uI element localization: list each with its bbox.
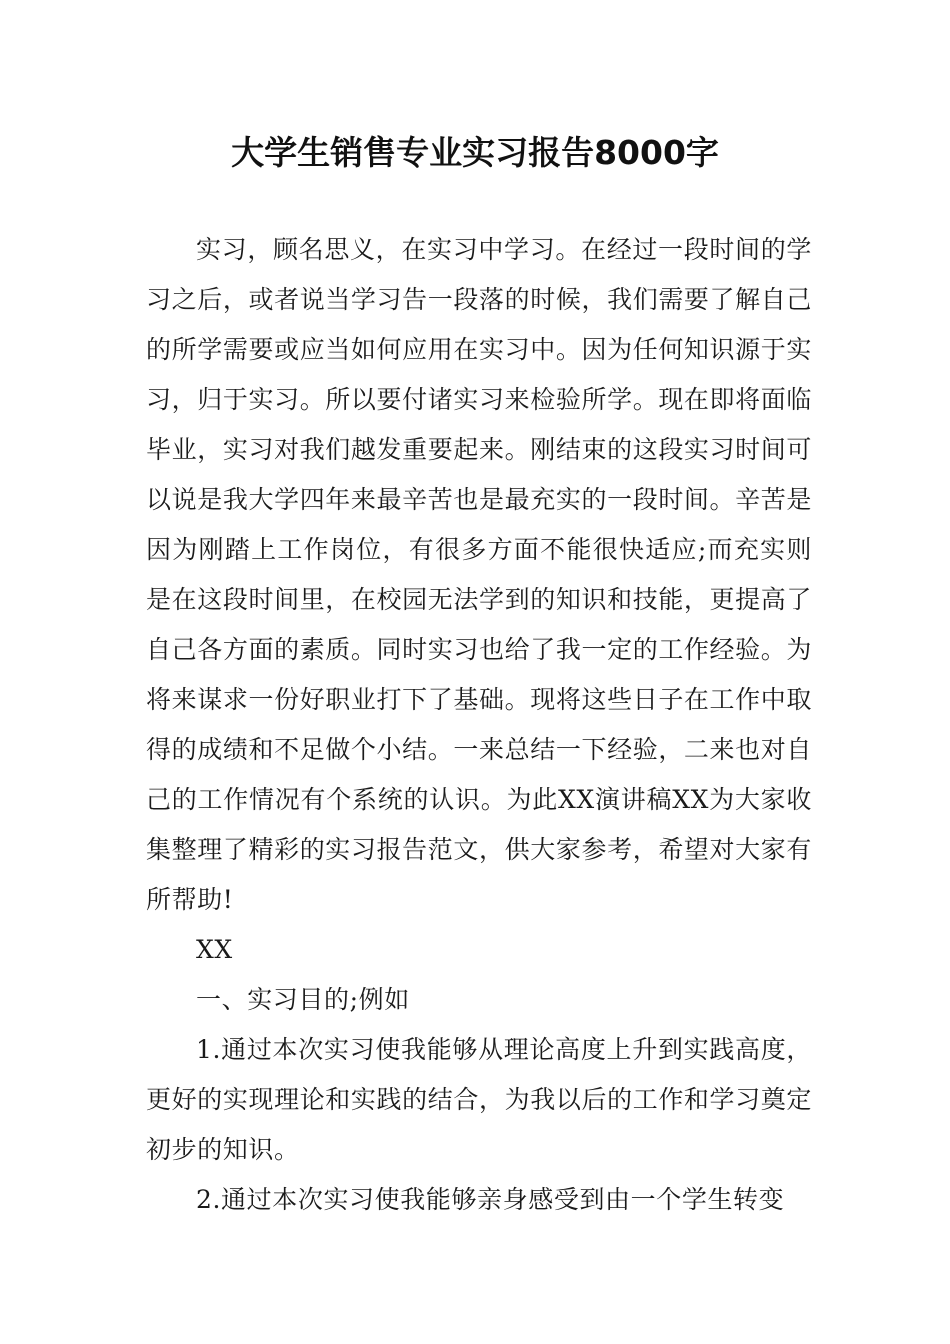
- document-body: [146, 225, 812, 1225]
- list-item-2: 2.通过本次实习使我能够亲身感受到由一个学生转变: [196, 1185, 785, 1214]
- document-title: 大学生销售专业实习报告8000字: [231, 133, 719, 172]
- paragraph-intro: 实习，顾名思义，在实习中学习。在经过一段时间的学习之后，或者说当学习告一段落的时候，我们需要了解自己的所学需要或应当如何应用在实习中。因为任何知识源于实习，归于实习。所以要付诸实习来检验所学。现在即将面临毕业，实习对我们越发重要起来。刚结束的这段实习时间可以说是我大学四年来最辛苦也是最充实的一段时间。辛苦是因为刚踏上工作岗位，有很多方面不能很快适应;而充实则是在这段时间里，在校园无法学到的知识和技能，更提高了自己各方面的素质。同时实习也给了我一定的工作经验。为将来谋求一份好职业打下了基础。现将这些日子在工作中取得的成绩和不足做个小结。一来总结一下经验，二来也对自己的工作情况有个系统的认识。为此XX演讲稿XX为大家收集整理了精彩的实习报告范文，供大家参考，希望对大家有所帮助!: [146, 235, 812, 914]
- paragraph-xx: XX: [196, 935, 233, 964]
- section-heading-purpose: 一、实习目的;例如: [196, 985, 410, 1014]
- list-item-1: 1.通过本次实习使我能够从理论高度上升到实践高度，更好的实现理论和实践的结合，为我以后的工作和学习奠定初步的知识。: [146, 1035, 812, 1164]
